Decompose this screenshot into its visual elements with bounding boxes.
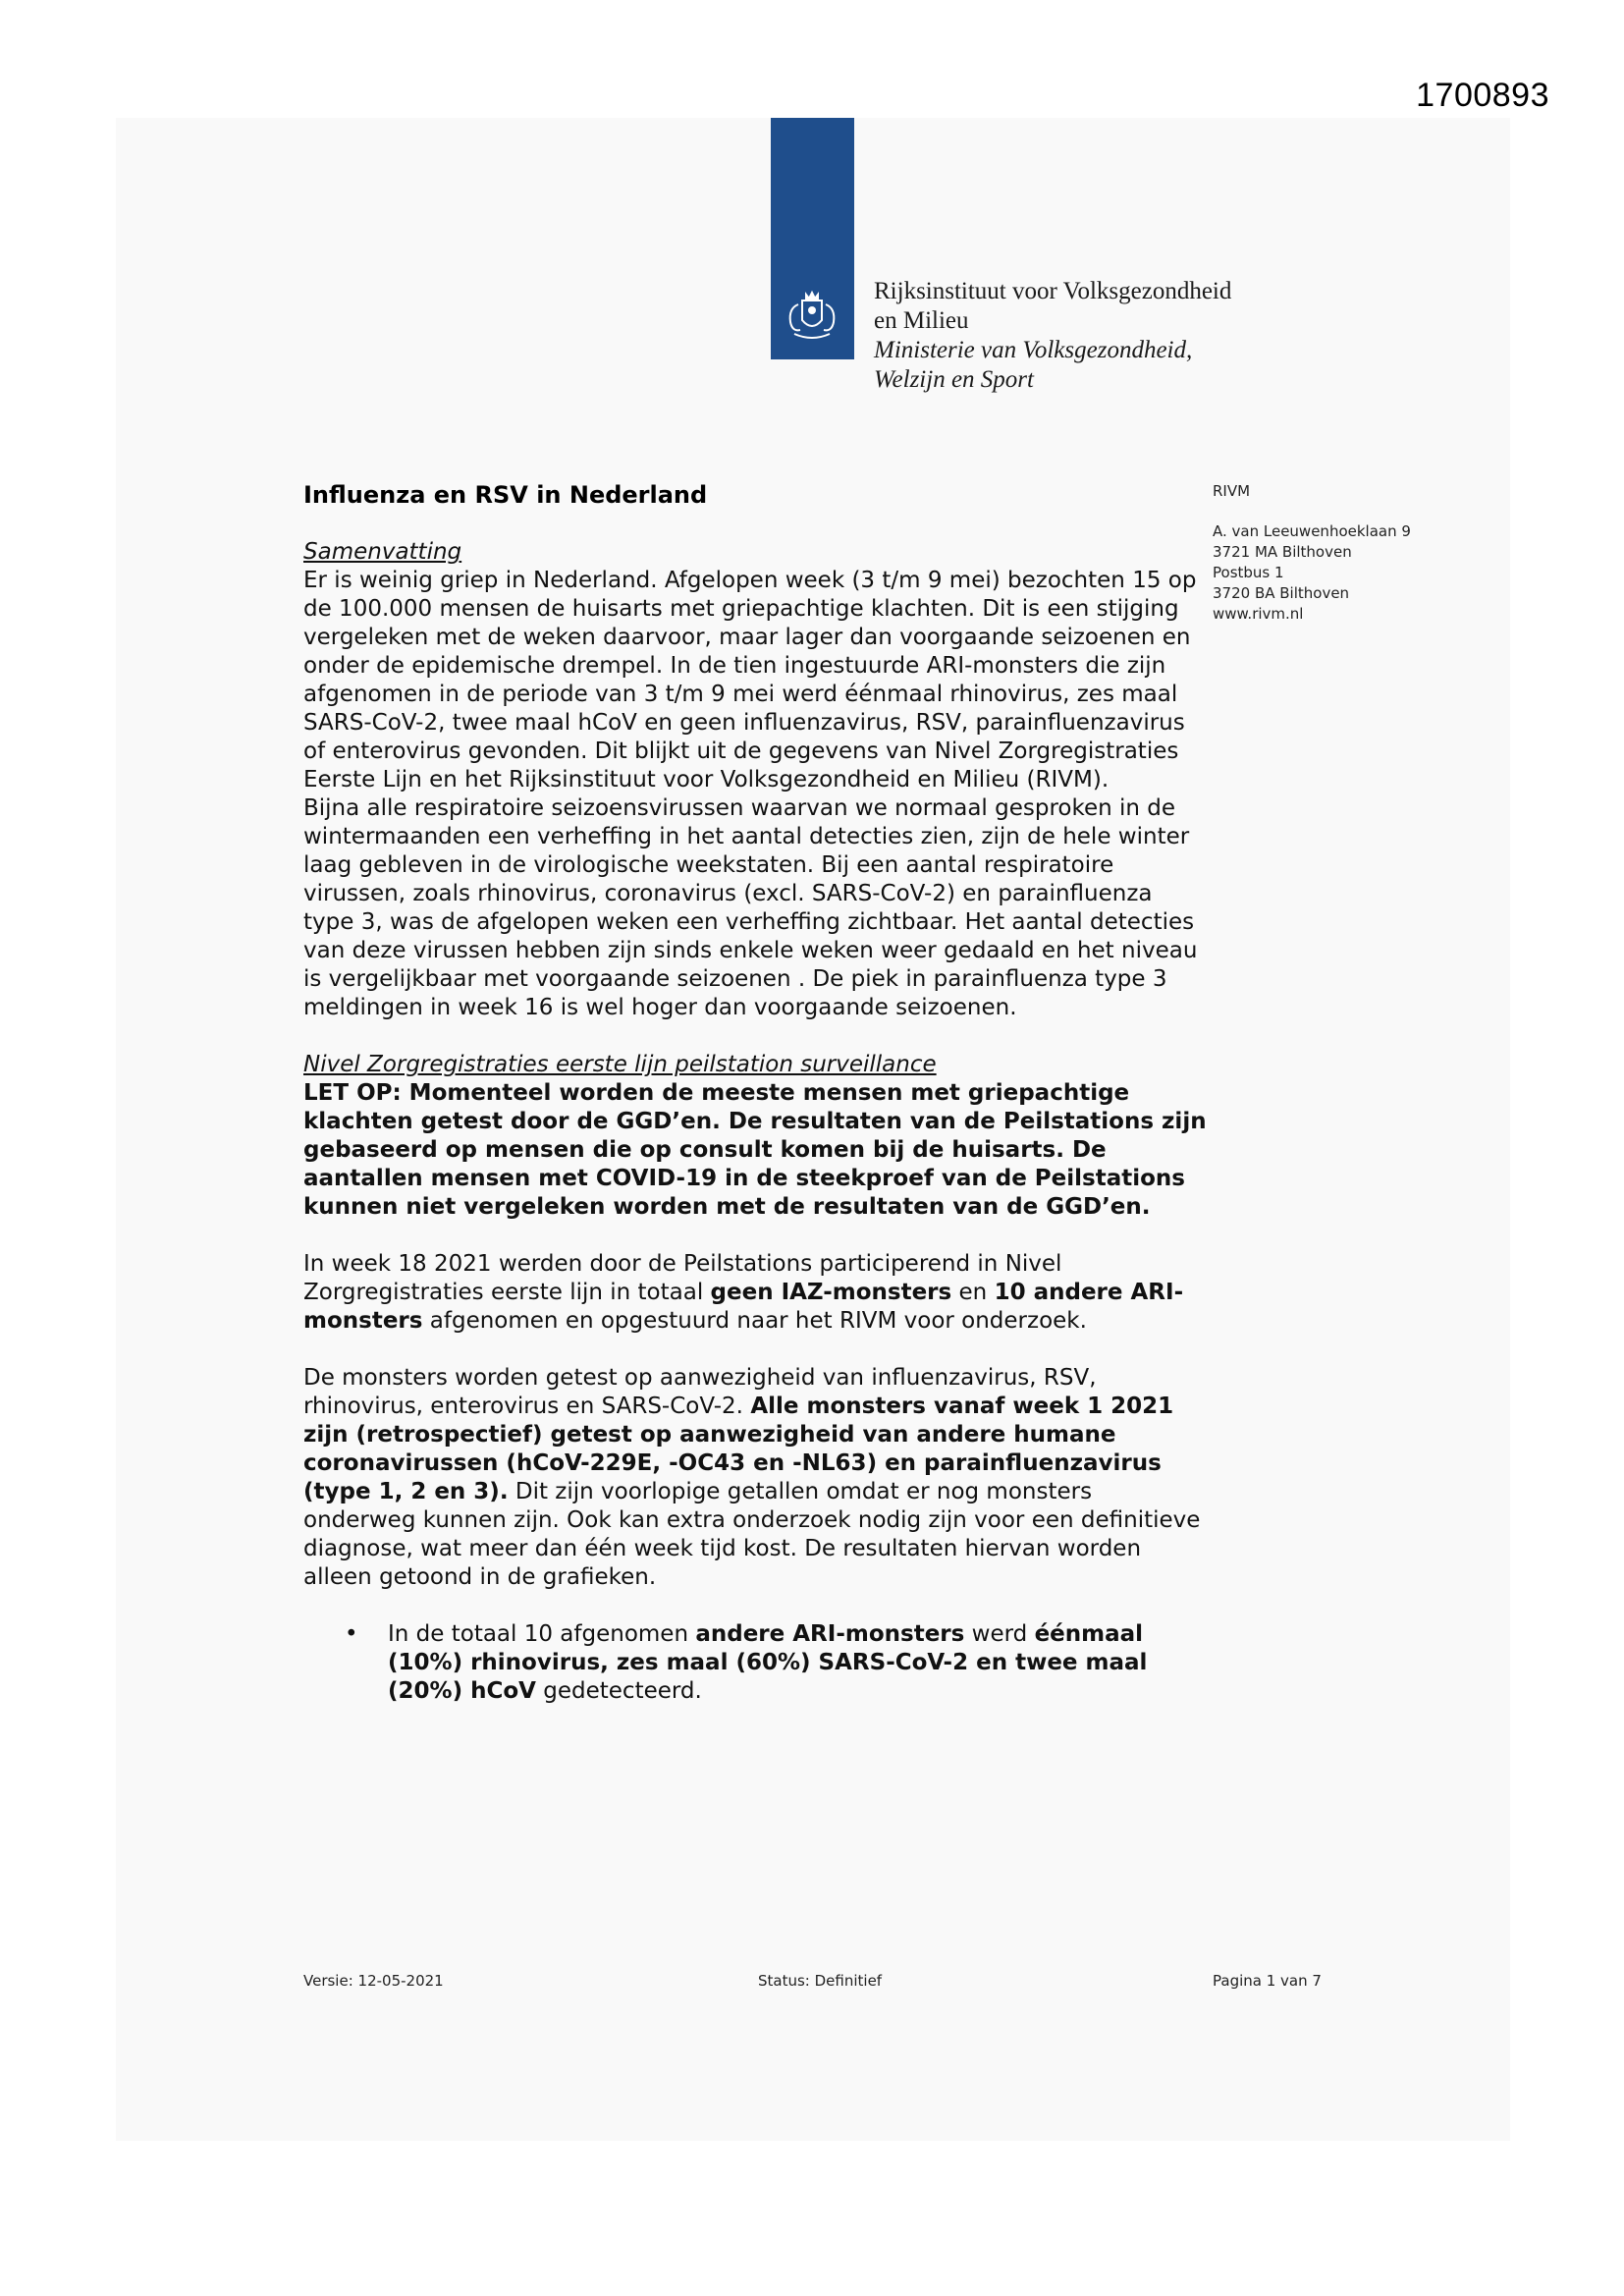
text-run: afgenomen en opgestuurd naar het RIVM voor onderzoek. [422,1308,1087,1334]
website-link[interactable]: www.rivm.nl [1213,605,1304,623]
footer-page-number: Pagina 1 van 7 [1213,1972,1322,1990]
footer-version: Versie: 12-05-2021 [303,1972,444,1990]
bold-run: 10 andere ARI-monsters [303,1280,1184,1334]
bold-run: Alle monsters vanaf week 1 2021 zijn (retrospectief) getest op aanwezigheid van andere humane coronavirussen (hCoV-229E, -OC43 en -NL63) en parainfluenzavirus (type 1, 2 en 3). [303,1394,1174,1504]
text-run: De monsters worden getest op aanwezigheid van influenzavirus, RSV, rhinovirus, enterovirus en SARS-CoV-2. [303,1365,1097,1419]
text-run: gedetecteerd. [535,1678,702,1704]
section-heading-nivel: Nivel Zorgregistraties eerste lijn peilstation surveillance [303,1052,937,1077]
footer-status: Status: Definitief [758,1972,883,1990]
address-line: 3720 BA Bilthoven [1213,584,1350,602]
text-run: In de totaal 10 afgenomen [388,1621,696,1647]
document-title: Influenza en RSV in Nederland [303,481,708,509]
bold-run: éénmaal (10%) rhinovirus, zes maal (60%) SARS-CoV-2 en twee maal (20%) hCoV [388,1621,1148,1704]
logo-text [874,277,1231,395]
nivel-paragraph-2 [303,1364,1207,1592]
text-run: werd [964,1621,1035,1647]
nivel-paragraph-1 [303,1250,1207,1336]
text-run: Dit zijn voorlopige getallen omdat er nog monsters onderweg kunnen zijn. Ook kan extra onderzoek nodig zijn voor een definitieve diagnose, wat meer dan één week tijd kost. De resultaten hiervan worden alleen getoond in de grafieken. [303,1479,1201,1590]
sidebar-org: RIVM [1213,482,1251,500]
summary-paragraph-1: Er is weinig griep in Nederland. Afgelopen week (3 t/m 9 mei) bezochten 15 op de 100.000 mensen de huisarts met griepachtige klachten. Dit is een stijging vergeleken met de weken daarvoor, maar lager dan voorgaande seizoenen en onder de epidemische drempel. In de tien ingestuurde ARI-monsters die zijn afgenomen in de periode van 3 t/m 9 mei werd éénmaal rhinovirus, zes maal SARS-CoV-2, twee maal hCoV en geen influenzavirus, RSV, parainfluenzavirus of enterovirus gevonden. Dit blijkt uit de gegevens van Nivel Zorgregistraties Eerste Lijn en het Rijksinstituut voor Volksgezondheid en Milieu (RIVM). [303,568,1197,793]
notice-paragraph: LET OP: Momenteel worden de meeste mensen met griepachtige klachten getest door de GGD’en. De resultaten van de Peilstations zijn gebaseerd op mensen die op consult komen bij de huisarts. De aantallen mensen met COVID-19 in de steekproef van de Peilstations kunnen niet vergeleken worden met de resultaten van de GGD’en. [303,1080,1207,1220]
list-item [303,1620,1207,1706]
logo-line-italic: Welzijn en Sport [874,366,1034,393]
address-line: A. van Leeuwenhoeklaan 9 [1213,522,1411,540]
bold-run: andere ARI-monsters [695,1621,965,1647]
result-list [303,1620,1207,1706]
logo-line: Rijksinstituut voor Volksgezondheid [874,278,1232,304]
coat-of-arms-icon [777,287,847,346]
address-line: Postbus 1 [1213,564,1284,581]
document-number: 1700893 [1416,77,1549,114]
bold-run: geen IAZ-monsters [710,1280,952,1305]
sidebar-address [1213,481,1411,625]
summary-paragraph-2: Bijna alle respiratoire seizoensvirussen waarvan we normaal gesproken in de wintermaanden een verheffing in het aantal detecties zien, zijn de hele winter laag gebleven in de virologische weekstaten. Bij een aantal respiratoire virussen, zoals rhinovirus, coronavirus (excl. SARS-CoV-2) en parainfluenza type 3, was de afgelopen weken een verheffing zichtbaar. Het aantal detecties van deze virussen hebben zijn sinds enkele weken weer gedaald en het niveau is vergelijkbaar met voorgaande seizoenen . De piek in parainfluenza type 3 meldingen in week 16 is wel hoger dan voorgaande seizoenen. [303,795,1198,1020]
logo-bar [771,118,854,359]
section-heading-summary: Samenvatting [303,539,462,565]
address-line: 3721 MA Bilthoven [1213,543,1352,561]
text-run: en [951,1280,995,1305]
logo-line: en Milieu [874,307,969,334]
logo-line-italic: Ministerie van Volksgezondheid, [874,337,1193,363]
document-body [303,538,1207,1706]
text-run: In week 18 2021 werden door de Peilstations participerend in Nivel Zorgregistraties eerste lijn in totaal [303,1251,1062,1305]
